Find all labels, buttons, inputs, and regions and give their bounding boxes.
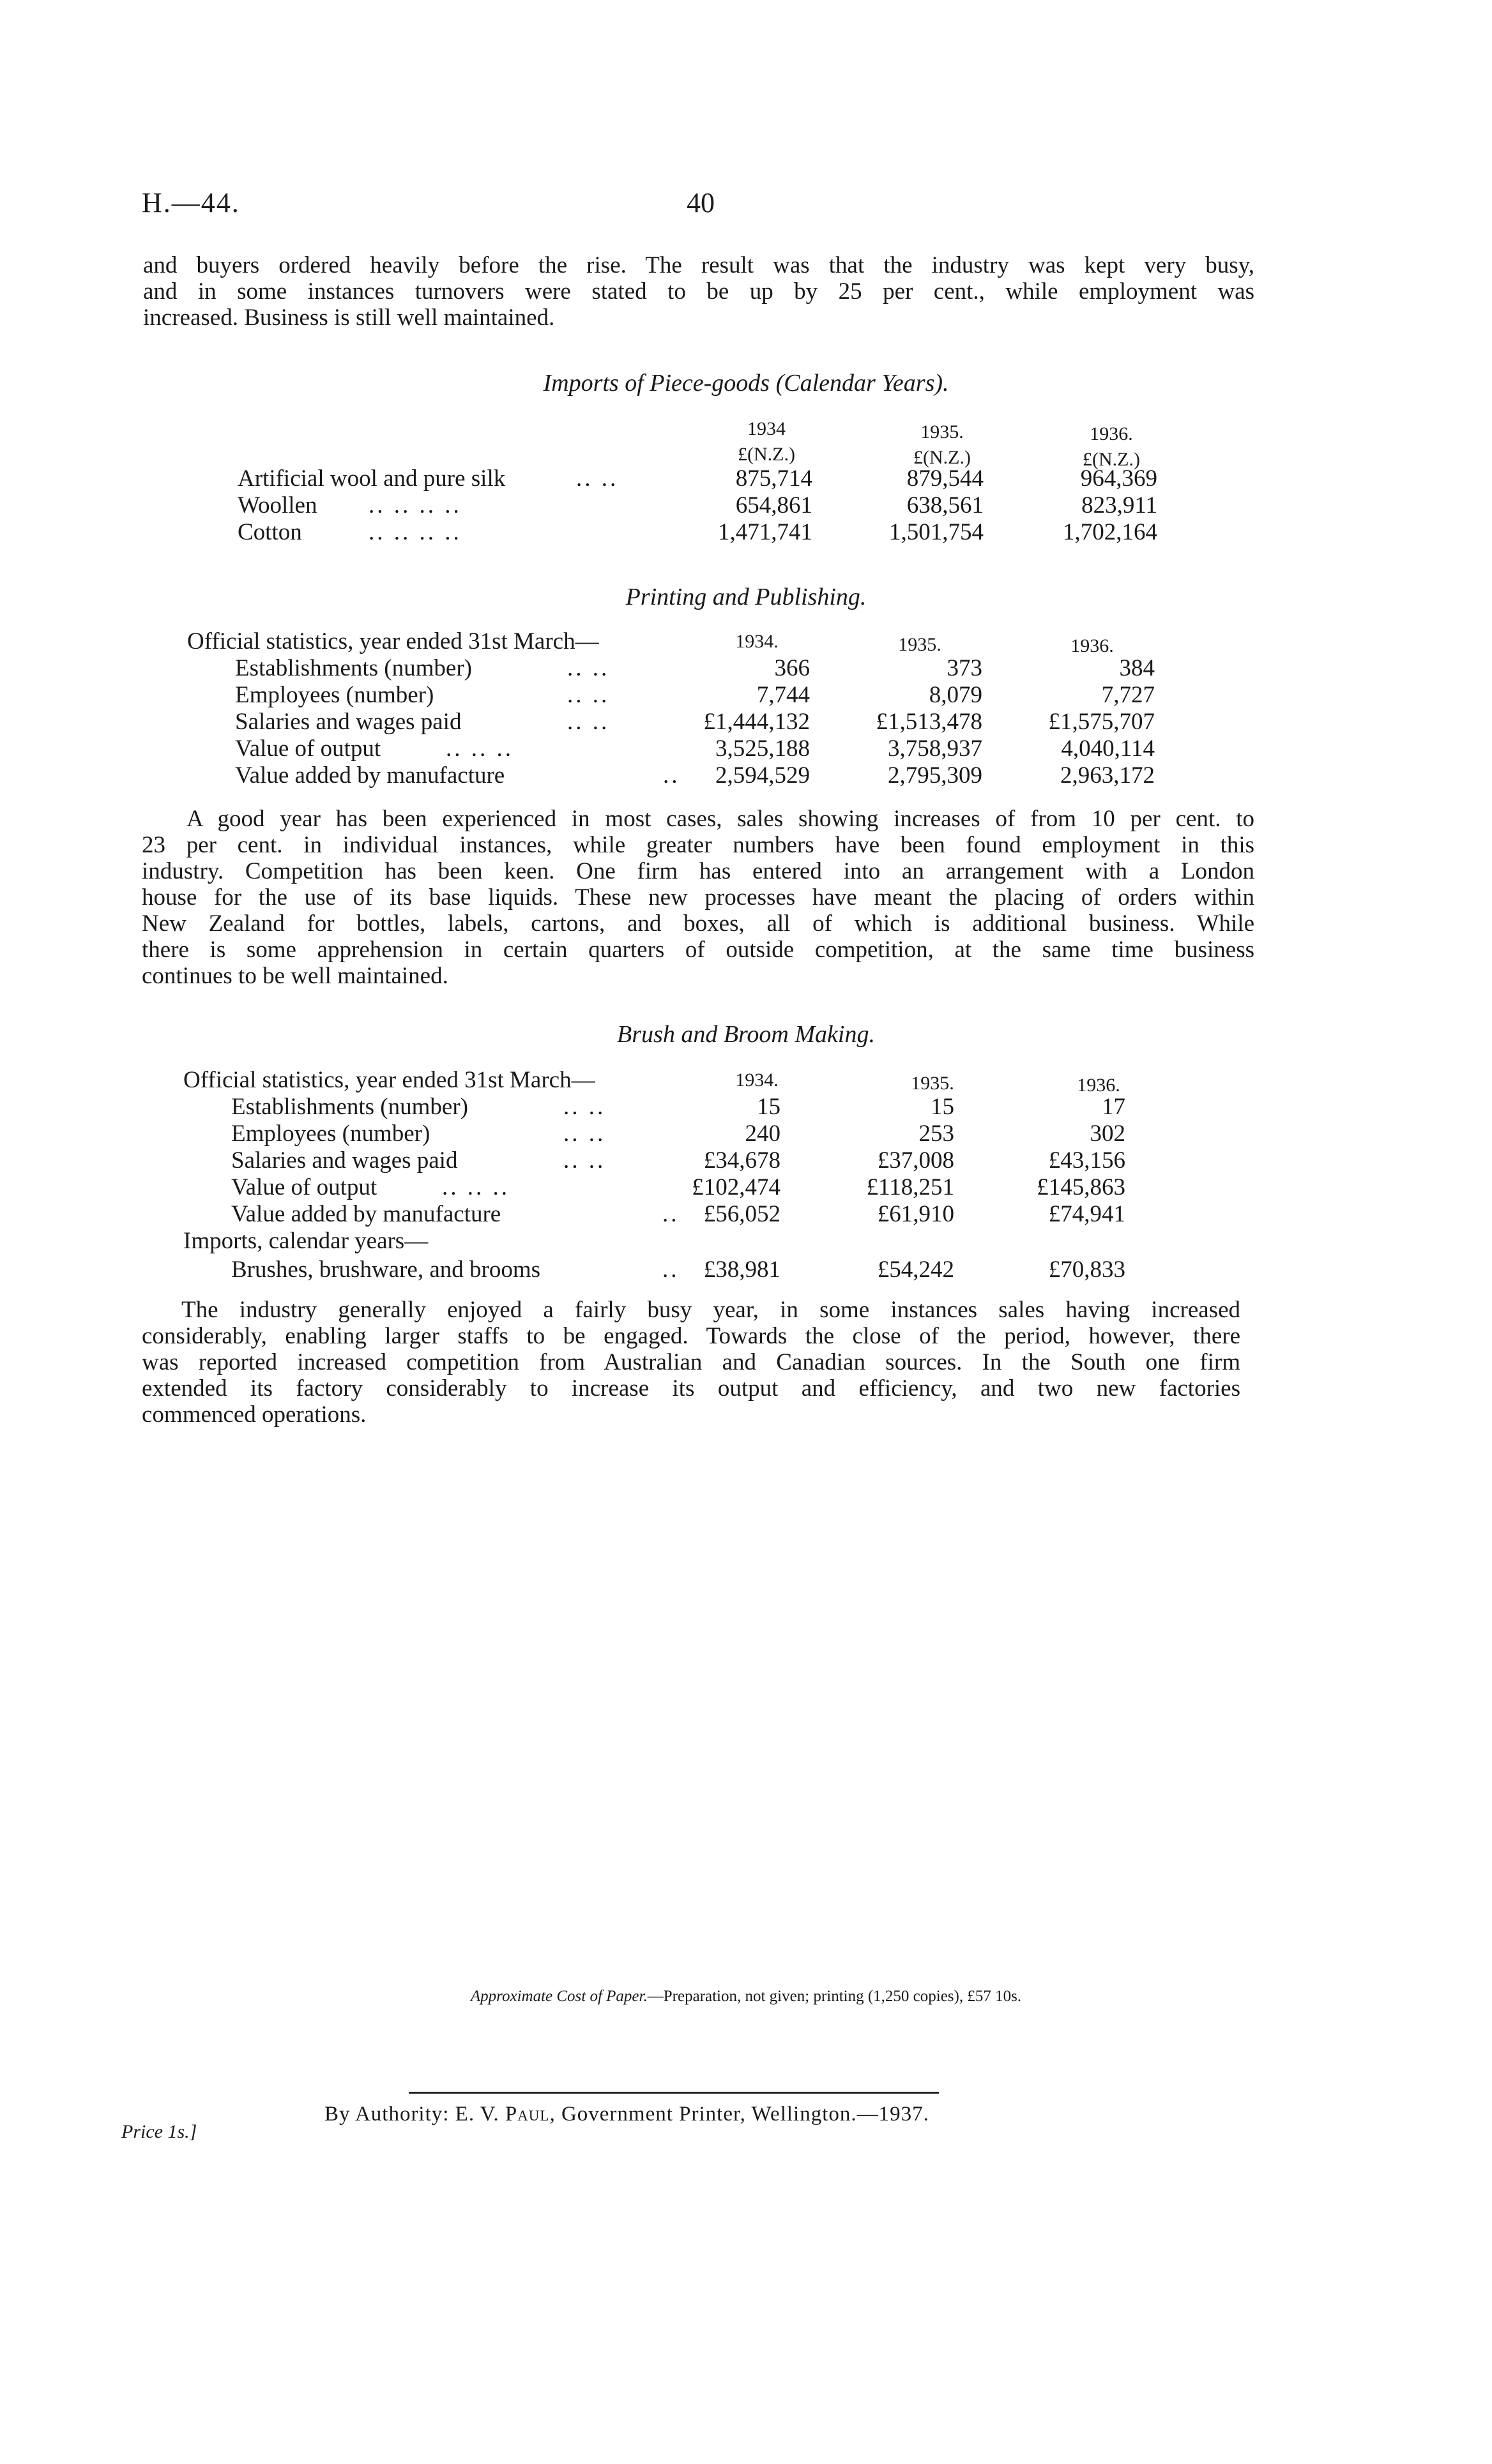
- value-1934: 875,714: [735, 465, 812, 492]
- value-1936: £1,575,707: [1048, 709, 1155, 735]
- brush-paragraph: [142, 1297, 1240, 1428]
- table-row: [235, 735, 1199, 760]
- printer-authority: By Authority: E. V. Paul, Government Printer, Wellington.—1937.: [324, 2103, 929, 2126]
- imports-year-1936: 1936.: [1090, 423, 1133, 444]
- value-1936: £145,863: [1037, 1174, 1125, 1200]
- brush-title: Brush and Broom Making.: [617, 1021, 875, 1048]
- row-label: Artificial wool and pure silk: [238, 465, 506, 492]
- value-1935: 8,079: [929, 682, 982, 708]
- brush-year-1934: 1934.: [735, 1069, 779, 1091]
- leader-dots: ..: [662, 1201, 680, 1227]
- value-1935: 2,795,309: [888, 762, 982, 789]
- value-1935: 638,561: [906, 492, 984, 518]
- leader-dots: .. ..: [576, 465, 619, 492]
- table-row: [235, 681, 1199, 707]
- value-1936: £74,941: [1048, 1201, 1125, 1227]
- text-line: house for the use of its base liquids. These new processes have meant the placing of orders within: [142, 884, 1254, 911]
- value-1934: £1,444,132: [703, 709, 810, 735]
- text-line: 23 per cent. in individual instances, while greater numbers have been found employment in this: [142, 832, 1254, 858]
- page-number: 40: [687, 187, 715, 218]
- table-row: [235, 654, 1199, 680]
- value-1934: £34,678: [703, 1147, 780, 1174]
- printing-year-1936: 1936.: [1070, 635, 1114, 656]
- row-label: Value added by manufacture: [231, 1201, 501, 1227]
- value-1936: 964,369: [1080, 465, 1157, 492]
- imports-year-1935: 1935.: [920, 421, 964, 442]
- leader-dots: .. ..: [567, 709, 610, 735]
- leader-dots: .. .. ..: [446, 736, 514, 762]
- leader-dots: .. ..: [563, 1121, 606, 1147]
- text-line: The industry generally enjoyed a fairly busy year, in some instances sales having increased: [181, 1297, 1240, 1323]
- printing-year-1935: 1935.: [898, 634, 941, 655]
- intro-paragraph: [143, 252, 1254, 331]
- table-row: [231, 1256, 1196, 1281]
- row-label: Cotton: [238, 519, 302, 545]
- row-label: Value of output: [231, 1174, 377, 1200]
- text-line: industry. Competition has been keen. One firm has entered into an arrangement with a London: [142, 858, 1254, 884]
- printing-year-1934: 1934.: [735, 631, 779, 652]
- value-1936: 823,911: [1081, 492, 1157, 518]
- table-row: [235, 762, 1199, 787]
- row-label: Value of output: [235, 736, 381, 762]
- value-1934: 2,594,529: [715, 762, 810, 789]
- table-row: [235, 708, 1199, 734]
- value-1935: 15: [931, 1094, 954, 1120]
- value-1935: £54,242: [877, 1257, 954, 1283]
- value-1934: £102,474: [692, 1174, 780, 1200]
- price-label: Price 1s.]: [121, 2121, 197, 2142]
- cost-of-paper: Approximate Cost of Paper.—Preparation, not given; printing (1,250 copies), £57 10s.: [470, 1988, 1022, 2005]
- value-1935: £37,008: [877, 1147, 954, 1174]
- value-1935: 879,544: [906, 465, 984, 492]
- value-1935: £118,251: [866, 1174, 954, 1200]
- value-1936: £70,833: [1048, 1257, 1125, 1283]
- text-line: A good year has been experienced in most cases, sales showing increases of from 10 per cent. to: [187, 806, 1254, 832]
- leader-dots: .. ..: [567, 655, 610, 681]
- value-1934: 3,525,188: [715, 736, 810, 762]
- value-1935: 253: [918, 1121, 954, 1147]
- value-1936: 4,040,114: [1061, 736, 1155, 762]
- leader-dots: ..: [663, 762, 680, 789]
- text-line: there is some apprehension in certain quarters of outside competition, at the same time business: [142, 937, 1254, 963]
- value-1936: 2,963,172: [1060, 762, 1155, 789]
- leader-dots: .. .. .. ..: [369, 492, 462, 518]
- value-1934: 366: [774, 655, 810, 681]
- row-label: Establishments (number): [235, 655, 472, 681]
- table-row: [231, 1147, 1196, 1172]
- text-line: was reported increased competition from Australian and Canadian sources. In the South one firm: [142, 1349, 1240, 1375]
- text-line: increased. Business is still well maintained.: [143, 305, 555, 331]
- value-1934: £56,052: [703, 1201, 780, 1227]
- row-label: Value added by manufacture: [235, 762, 505, 789]
- value-1936: 302: [1090, 1121, 1125, 1147]
- table-row: [238, 492, 1196, 517]
- row-label: Salaries and wages paid: [231, 1147, 458, 1174]
- row-label: Employees (number): [231, 1121, 430, 1147]
- table-row: [238, 465, 1196, 490]
- value-1935: £1,513,478: [876, 709, 982, 735]
- value-1935: 3,758,937: [888, 736, 982, 762]
- brush-imports-heading: Imports, calendar years—: [183, 1228, 429, 1254]
- value-1934: 15: [757, 1094, 780, 1120]
- leader-dots: .. ..: [567, 682, 610, 708]
- leader-dots: .. ..: [563, 1094, 606, 1120]
- value-1936: £43,156: [1048, 1147, 1125, 1174]
- value-1934: £38,981: [703, 1257, 780, 1283]
- leader-dots: .. .. ..: [442, 1174, 510, 1200]
- text-line: and buyers ordered heavily before the rise. The result was that the industry was kept very busy,: [143, 252, 1254, 278]
- table-row: [231, 1120, 1196, 1145]
- value-1935: £61,910: [877, 1201, 954, 1227]
- text-line: New Zealand for bottles, labels, cartons, and boxes, all of which is additional business. While: [142, 911, 1254, 937]
- brush-heading: Official statistics, year ended 31st March—: [183, 1067, 595, 1093]
- printing-title: Printing and Publishing.: [625, 584, 867, 610]
- row-label: Establishments (number): [231, 1094, 468, 1120]
- divider-rule: [409, 2092, 939, 2094]
- row-label: Woollen: [238, 492, 317, 518]
- value-1936: 384: [1119, 655, 1155, 681]
- imports-unit: £(N.Z.): [913, 447, 971, 468]
- value-1934: 240: [745, 1121, 780, 1147]
- imports-year-1934: 1934: [747, 418, 786, 439]
- table-row: [231, 1200, 1196, 1226]
- table-row: [238, 518, 1196, 544]
- imports-unit: £(N.Z.): [1083, 449, 1140, 470]
- printing-heading: Official statistics, year ended 31st March—: [187, 628, 599, 654]
- text-line: continues to be well maintained.: [142, 963, 448, 989]
- imports-title: Imports of Piece-goods (Calendar Years).: [543, 370, 949, 397]
- row-label: Salaries and wages paid: [235, 709, 462, 735]
- table-row: [231, 1174, 1196, 1199]
- printing-paragraph: [142, 806, 1254, 989]
- imports-unit: £(N.Z.): [738, 444, 795, 465]
- table-row: [231, 1093, 1196, 1119]
- value-1934: 7,744: [756, 682, 810, 708]
- value-1936: 1,702,164: [1063, 519, 1157, 545]
- row-label: Employees (number): [235, 682, 434, 708]
- row-label: Brushes, brushware, and brooms: [231, 1257, 540, 1283]
- value-1935: 373: [947, 655, 982, 681]
- text-line: considerably, enabling larger staffs to be engaged. Towards the close of the period, however, there: [142, 1323, 1240, 1349]
- document-reference: H.—44.: [142, 187, 240, 218]
- brush-year-1935: 1935.: [911, 1073, 954, 1094]
- value-1935: 1,501,754: [889, 519, 984, 545]
- text-line: and in some instances turnovers were stated to be up by 25 per cent., while employment was: [143, 278, 1254, 305]
- value-1934: 654,861: [735, 492, 812, 518]
- value-1936: 17: [1102, 1094, 1125, 1120]
- value-1936: 7,727: [1101, 682, 1155, 708]
- brush-year-1936: 1936.: [1077, 1075, 1120, 1096]
- leader-dots: ..: [662, 1257, 680, 1283]
- text-line: extended its factory considerably to increase its output and efficiency, and two new factories: [142, 1375, 1240, 1402]
- value-1934: 1,471,741: [718, 519, 812, 545]
- leader-dots: .. .. .. ..: [369, 519, 462, 545]
- text-line: commenced operations.: [142, 1402, 367, 1428]
- leader-dots: .. ..: [563, 1147, 606, 1174]
